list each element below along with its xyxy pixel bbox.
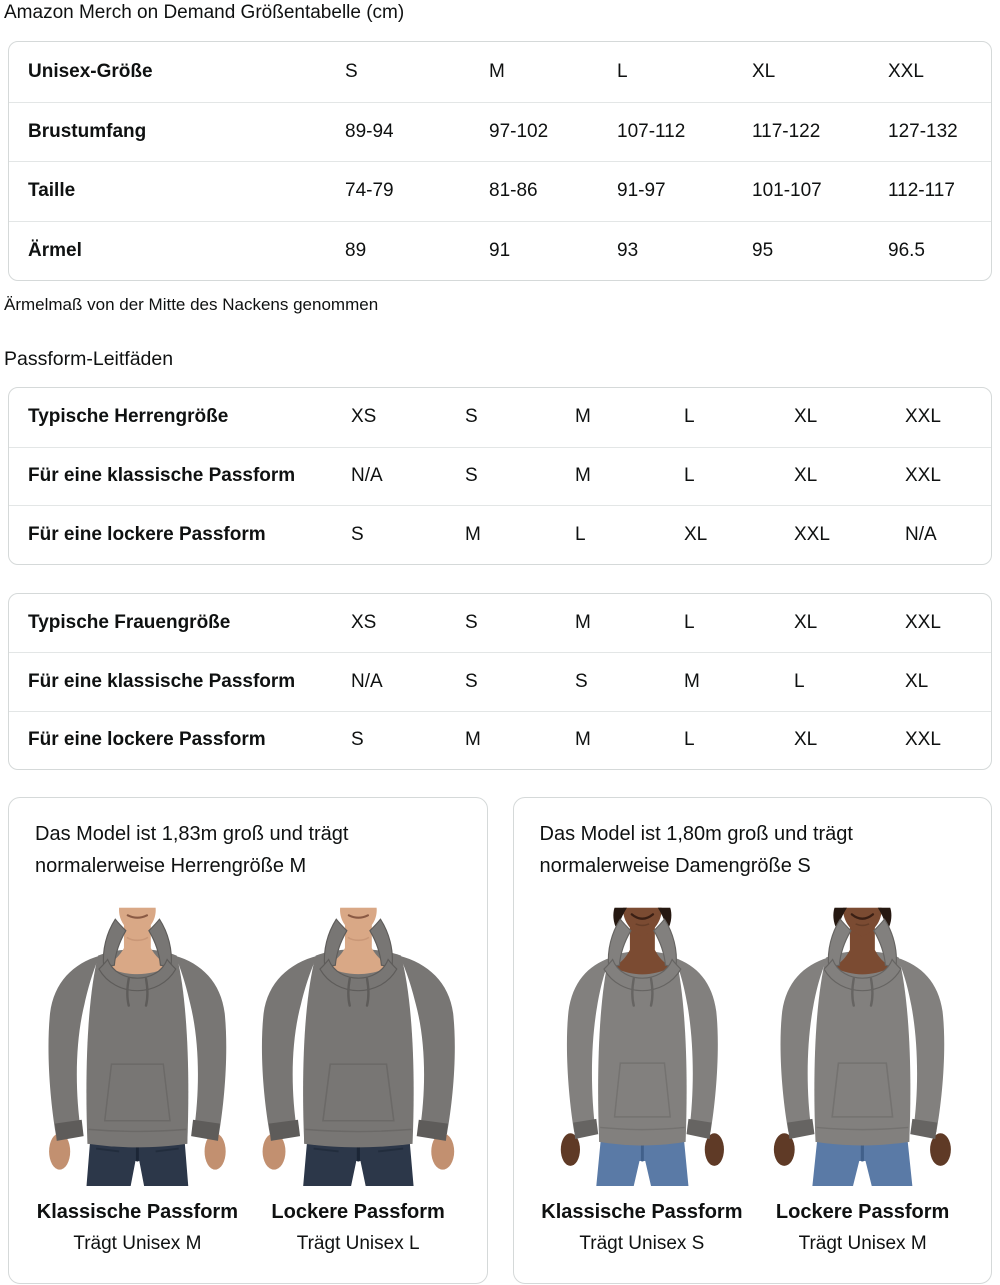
measure-cell: 101-107: [752, 180, 822, 202]
size-cell: L: [794, 670, 805, 692]
measure-cell: 117-122: [752, 120, 821, 142]
size-cell: M: [575, 406, 591, 428]
table-row: [9, 652, 991, 711]
size-cell: L: [684, 729, 695, 751]
table-row: [9, 42, 991, 102]
size-worn-label: Trägt Unisex M: [798, 1233, 927, 1254]
size-cell: XXL: [905, 406, 941, 428]
row-label: Für eine klassische Passform: [28, 670, 296, 692]
measure-cell: 91-97: [617, 180, 666, 202]
model-figures: [532, 896, 974, 1255]
row-label: Für eine klassische Passform: [28, 465, 296, 487]
model-figure: [532, 896, 753, 1255]
size-cell: M: [575, 465, 591, 487]
table-row: [9, 594, 991, 653]
female-model-classic-fit-photo: [532, 896, 753, 1186]
measure-cell: 97-102: [489, 120, 549, 142]
measure-cell: 93: [617, 239, 639, 261]
measure-cell: 74-79: [345, 180, 394, 202]
male-hoodie-figure-illustration: [27, 896, 248, 1186]
row-label: Ärmel: [28, 239, 82, 261]
fit-guides-heading: Passform-Leitfäden: [4, 348, 174, 370]
size-cell: M: [465, 729, 481, 751]
female-hoodie-figure-illustration: [532, 896, 753, 1186]
figure-caption: [752, 1201, 973, 1255]
size-cell: M: [684, 670, 700, 692]
size-cell: N/A: [905, 523, 937, 545]
size-cell: XL: [905, 670, 929, 692]
row-label: Typische Herrengröße: [28, 406, 229, 428]
table-row: [9, 505, 991, 564]
size-cell: L: [684, 465, 695, 487]
size-cell: S: [465, 611, 478, 633]
table-row: [9, 711, 991, 770]
row-label: Unisex-Größe: [28, 60, 153, 82]
size-cell: M: [489, 60, 505, 82]
size-cell: XS: [351, 406, 377, 428]
measure-cell: 112-117: [888, 180, 955, 202]
model-figure: [248, 896, 469, 1255]
table-row: [9, 388, 991, 447]
size-cell: XXL: [888, 60, 924, 82]
size-cell: L: [575, 523, 586, 545]
size-cell: S: [575, 670, 588, 692]
size-cell: L: [684, 406, 695, 428]
table-row: [9, 161, 991, 221]
row-label: Typische Frauengröße: [28, 611, 231, 633]
size-worn-label: Trägt Unisex M: [73, 1233, 202, 1254]
measure-cell: 89-94: [345, 120, 394, 142]
fit-label: Klassische Passform: [541, 1201, 743, 1223]
size-cell: XL: [794, 406, 818, 428]
model-figures: [27, 896, 469, 1255]
size-cell: S: [465, 465, 478, 487]
size-cell: N/A: [351, 465, 383, 487]
male-model-classic-fit-photo: [27, 896, 248, 1186]
size-cell: XXL: [905, 729, 941, 751]
size-cell: XL: [684, 523, 708, 545]
female-model-loose-fit-photo: [752, 896, 973, 1186]
fit-label: Lockere Passform: [271, 1201, 445, 1223]
women-fit-table: [8, 593, 992, 771]
measure-cell: 91: [489, 239, 511, 261]
male-model-card: [8, 797, 488, 1284]
measure-cell: 95: [752, 239, 774, 261]
size-cell: N/A: [351, 670, 383, 692]
men-fit-table: [8, 387, 992, 565]
sleeve-measure-note: Ärmelmaß von der Mitte des Nackens genommen: [4, 295, 379, 314]
figure-caption: [532, 1201, 753, 1255]
size-cell: S: [465, 670, 478, 692]
size-cell: XXL: [905, 611, 941, 633]
size-cell: M: [465, 523, 481, 545]
row-label: Brustumfang: [28, 120, 147, 142]
male-hoodie-figure-illustration: [248, 896, 469, 1186]
row-label: Taille: [28, 180, 76, 202]
size-cell: XXL: [794, 523, 830, 545]
size-cell: L: [617, 60, 628, 82]
figure-caption: [248, 1201, 469, 1255]
measure-cell: 107-112: [617, 120, 686, 142]
fit-label: Klassische Passform: [36, 1201, 238, 1223]
fit-label: Lockere Passform: [775, 1201, 950, 1223]
size-worn-label: Trägt Unisex L: [296, 1233, 420, 1254]
size-cell: XL: [794, 729, 818, 751]
size-cell: S: [345, 60, 358, 82]
size-cell: XXL: [905, 465, 941, 487]
model-figure: [27, 896, 248, 1255]
measure-cell: 96.5: [888, 239, 925, 261]
size-cell: S: [351, 729, 364, 751]
unisex-size-table: [8, 41, 992, 281]
size-cell: M: [575, 729, 591, 751]
page-title: Amazon Merch on Demand Größentabelle (cm): [4, 2, 405, 23]
size-cell: XL: [794, 465, 818, 487]
size-cell: XL: [794, 611, 818, 633]
model-cards: [8, 797, 992, 1284]
row-label: Für eine lockere Passform: [28, 729, 266, 751]
measure-cell: 127-132: [888, 120, 958, 142]
size-cell: M: [575, 611, 591, 633]
table-row: [9, 102, 991, 162]
size-cell: XS: [351, 611, 377, 633]
female-hoodie-figure-illustration: [752, 896, 973, 1186]
row-label: Für eine lockere Passform: [28, 523, 266, 545]
size-cell: S: [465, 406, 478, 428]
female-model-card: [513, 797, 993, 1284]
size-worn-label: Trägt Unisex S: [579, 1233, 705, 1254]
figure-caption: [27, 1201, 248, 1255]
size-cell: L: [684, 611, 695, 633]
model-description: Das Model ist 1,83m groß und trägt normalerweise Herrengröße M: [35, 823, 349, 877]
table-row: [9, 447, 991, 506]
size-cell: XL: [752, 60, 776, 82]
measure-cell: 81-86: [489, 180, 538, 202]
model-figure: [752, 896, 973, 1255]
measure-cell: 89: [345, 239, 367, 261]
male-model-loose-fit-photo: [248, 896, 469, 1186]
size-cell: S: [351, 523, 364, 545]
model-description: Das Model ist 1,80m groß und trägt normalerweise Damengröße S: [539, 823, 853, 877]
table-row: [9, 221, 991, 281]
